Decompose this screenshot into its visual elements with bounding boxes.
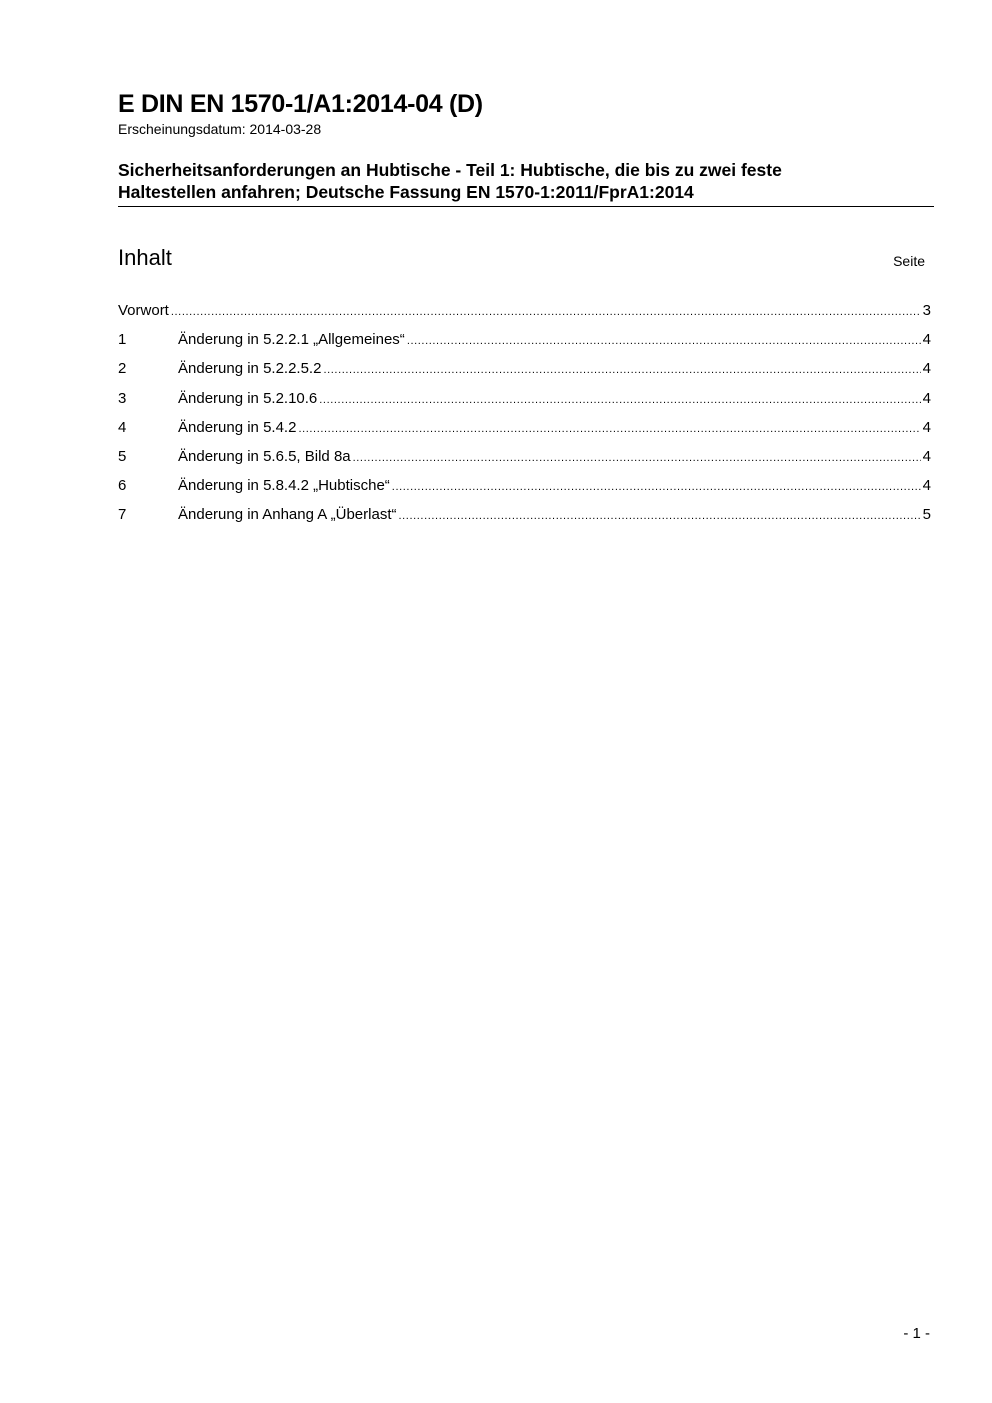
toc-entry-label: Änderung in 5.2.2.1 „Allgemeines“ — [178, 331, 405, 349]
toc-entry-7[interactable] — [118, 504, 931, 533]
toc-leader-dots — [353, 447, 921, 469]
toc-entry-page: 3 — [922, 302, 931, 319]
toc-entry-label: Änderung in 5.8.4.2 „Hubtische“ — [178, 477, 390, 495]
toc-entry-number: 7 — [118, 506, 127, 524]
toc-entry-3[interactable] — [118, 388, 931, 417]
toc-entry-label: Änderung in 5.4.2 — [178, 418, 297, 436]
toc-entry-label: Änderung in 5.2.2.5.2 — [178, 360, 322, 378]
toc-entry-page: 4 — [922, 389, 931, 407]
publication-date: Erscheinungsdatum: 2014-03-28 — [118, 121, 322, 137]
toc-entry-label: Vorwort — [118, 302, 169, 319]
title-divider — [118, 206, 934, 207]
table-of-contents — [118, 300, 931, 534]
toc-entry-number: 3 — [118, 389, 127, 407]
toc-entry-number: 2 — [118, 360, 127, 378]
toc-leader-dots — [319, 389, 920, 411]
toc-entry-5[interactable] — [118, 446, 931, 475]
toc-entry-page: 4 — [922, 477, 931, 495]
toc-entry-1[interactable] — [118, 329, 931, 358]
toc-entry-label: Änderung in 5.6.5, Bild 8a — [178, 447, 351, 465]
toc-entry-page: 4 — [922, 360, 931, 378]
toc-leader-dots — [392, 476, 921, 498]
toc-entry-6[interactable] — [118, 475, 931, 504]
toc-page-column-label: Seite — [893, 253, 925, 269]
toc-leader-dots — [398, 505, 920, 527]
toc-heading: Inhalt — [118, 245, 172, 270]
document-title-line-2: Haltestellen anfahren; Deutsche Fassung EN 1570-1:2011/FprA1:2014 — [118, 182, 694, 202]
toc-leader-dots — [298, 418, 920, 440]
document-id: E DIN EN 1570-1/A1:2014-04 (D) — [118, 90, 483, 118]
toc-leader-dots — [171, 301, 921, 323]
toc-entry-page: 4 — [922, 447, 931, 465]
document-title-line-1: Sicherheitsanforderungen an Hubtische - Teil 1: Hubtische, die bis zu zwei feste — [118, 160, 782, 180]
toc-leader-dots — [407, 330, 921, 352]
page-number: - 1 - — [903, 1325, 930, 1342]
toc-entry-number: 4 — [118, 418, 127, 436]
toc-entry-2[interactable] — [118, 358, 931, 387]
toc-leader-dots — [323, 359, 920, 381]
toc-entry-page: 4 — [922, 418, 931, 436]
toc-entry-vorwort[interactable] — [118, 300, 931, 329]
toc-entry-number: 6 — [118, 477, 127, 495]
document-title — [118, 159, 934, 203]
toc-entry-page: 5 — [922, 506, 931, 524]
toc-entry-label: Änderung in 5.2.10.6 — [178, 389, 318, 407]
toc-entry-label: Änderung in Anhang A „Überlast“ — [178, 506, 397, 524]
toc-entry-page: 4 — [922, 331, 931, 349]
toc-entry-number: 5 — [118, 447, 127, 465]
toc-entry-4[interactable] — [118, 417, 931, 446]
toc-entry-number: 1 — [118, 331, 127, 349]
